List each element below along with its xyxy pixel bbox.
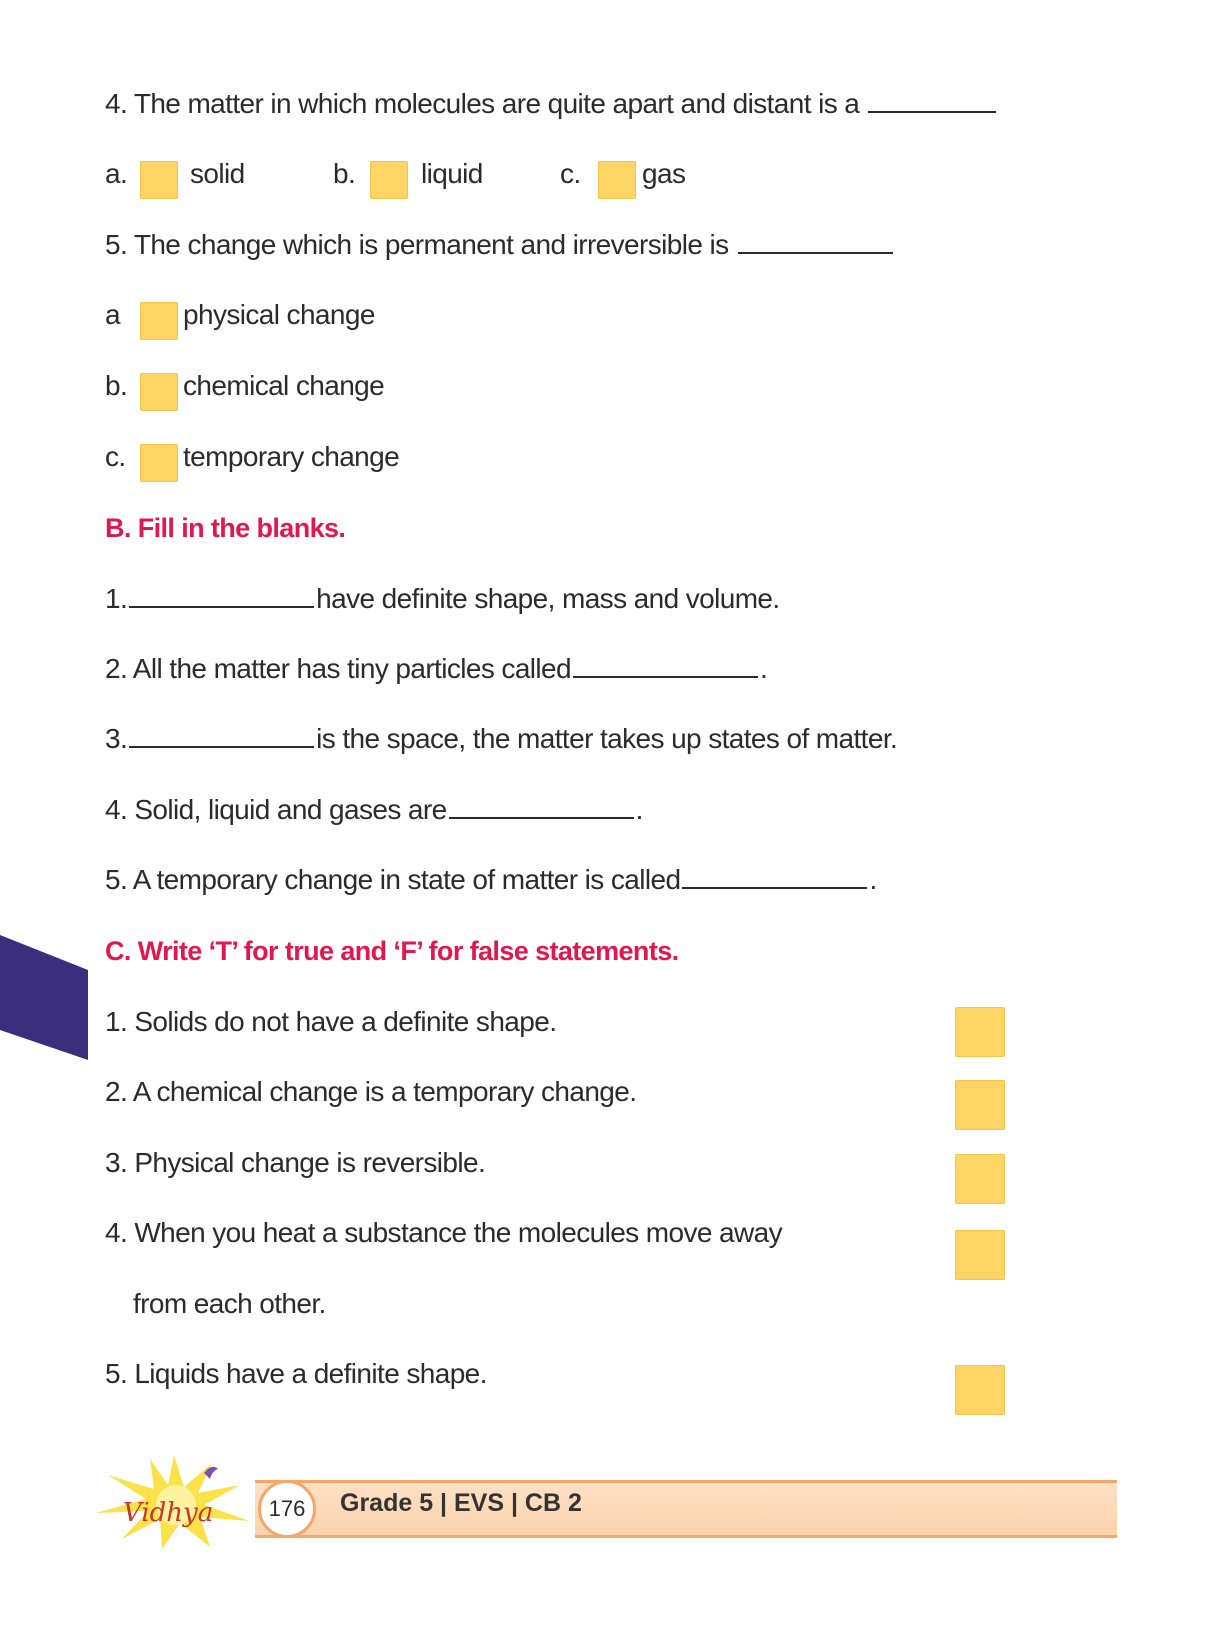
true-false-box[interactable]	[955, 1007, 1005, 1057]
option-letter: a.	[105, 158, 128, 189]
option-label: solid	[190, 158, 245, 189]
question-end: .	[869, 864, 877, 895]
question-b3	[105, 721, 897, 757]
option-letter: a	[105, 299, 120, 330]
question-b4	[105, 792, 643, 828]
answer-checkbox-liquid[interactable]	[370, 161, 408, 199]
answer-blank[interactable]	[682, 863, 867, 889]
page-number: 176	[258, 1480, 316, 1538]
question-text: 2. All the matter has tiny particles called	[105, 653, 571, 684]
question-b1	[105, 581, 780, 617]
logo-text: Vidhya	[123, 1498, 214, 1528]
question-a4-text: 4. The matter in which molecules are quite apart and distant is a	[105, 88, 860, 119]
footer-label: Grade 5 | EVS | CB 2	[340, 1489, 582, 1517]
statement-c5: 5. Liquids have a definite shape.	[105, 1358, 487, 1389]
true-false-box[interactable]	[955, 1080, 1005, 1130]
answer-checkbox-temporary-change[interactable]	[140, 444, 178, 482]
option-label: liquid	[421, 158, 483, 189]
answer-checkbox-physical-change[interactable]	[140, 302, 178, 340]
answer-checkbox-chemical-change[interactable]	[140, 373, 178, 411]
statement-c4-continued: from each other.	[133, 1288, 326, 1319]
statement-c4: 4. When you heat a substance the molecules move away	[105, 1217, 782, 1248]
question-a4	[105, 86, 998, 122]
option-letter: c.	[560, 158, 581, 189]
option-label: chemical change	[183, 370, 385, 401]
section-c-heading: C. Write ‘T’ for true and ‘F’ for false statements.	[105, 936, 679, 966]
option-letter: b.	[105, 370, 128, 401]
option-label: temporary change	[183, 441, 400, 472]
answer-blank[interactable]	[738, 228, 893, 254]
question-text: is the space, the matter takes up states of matter.	[316, 723, 898, 754]
question-b5	[105, 862, 877, 898]
section-b-heading: B. Fill in the blanks.	[105, 513, 346, 543]
option-letter: c.	[105, 441, 126, 472]
answer-blank[interactable]	[129, 582, 314, 608]
question-a5	[105, 227, 895, 263]
question-number: 1.	[105, 583, 128, 614]
true-false-box[interactable]	[955, 1230, 1005, 1280]
question-end: .	[635, 794, 643, 825]
question-text: 5. A temporary change in state of matter is called	[105, 864, 681, 895]
question-end: .	[760, 653, 768, 684]
question-text: 4. Solid, liquid and gases are	[105, 794, 447, 825]
question-b2	[105, 651, 767, 687]
side-decorative-tab	[0, 935, 90, 1060]
statement-c3: 3. Physical change is reversible.	[105, 1147, 486, 1178]
statement-c1: 1. Solids do not have a definite shape.	[105, 1006, 557, 1037]
answer-blank[interactable]	[868, 87, 996, 113]
question-text: have definite shape, mass and volume.	[316, 583, 780, 614]
option-label: physical change	[183, 299, 375, 330]
answer-checkbox-solid[interactable]	[140, 161, 178, 199]
option-label: gas	[642, 158, 686, 189]
question-number: 3.	[105, 723, 128, 754]
statement-c2: 2. A chemical change is a temporary change.	[105, 1076, 637, 1107]
true-false-box[interactable]	[955, 1365, 1005, 1415]
true-false-box[interactable]	[955, 1154, 1005, 1204]
answer-blank[interactable]	[449, 793, 634, 819]
answer-blank[interactable]	[129, 722, 314, 748]
answer-checkbox-gas[interactable]	[598, 161, 636, 199]
question-a5-text: 5. The change which is permanent and irreversible is	[105, 229, 729, 260]
answer-blank[interactable]	[573, 652, 758, 678]
option-letter: b.	[333, 158, 356, 189]
